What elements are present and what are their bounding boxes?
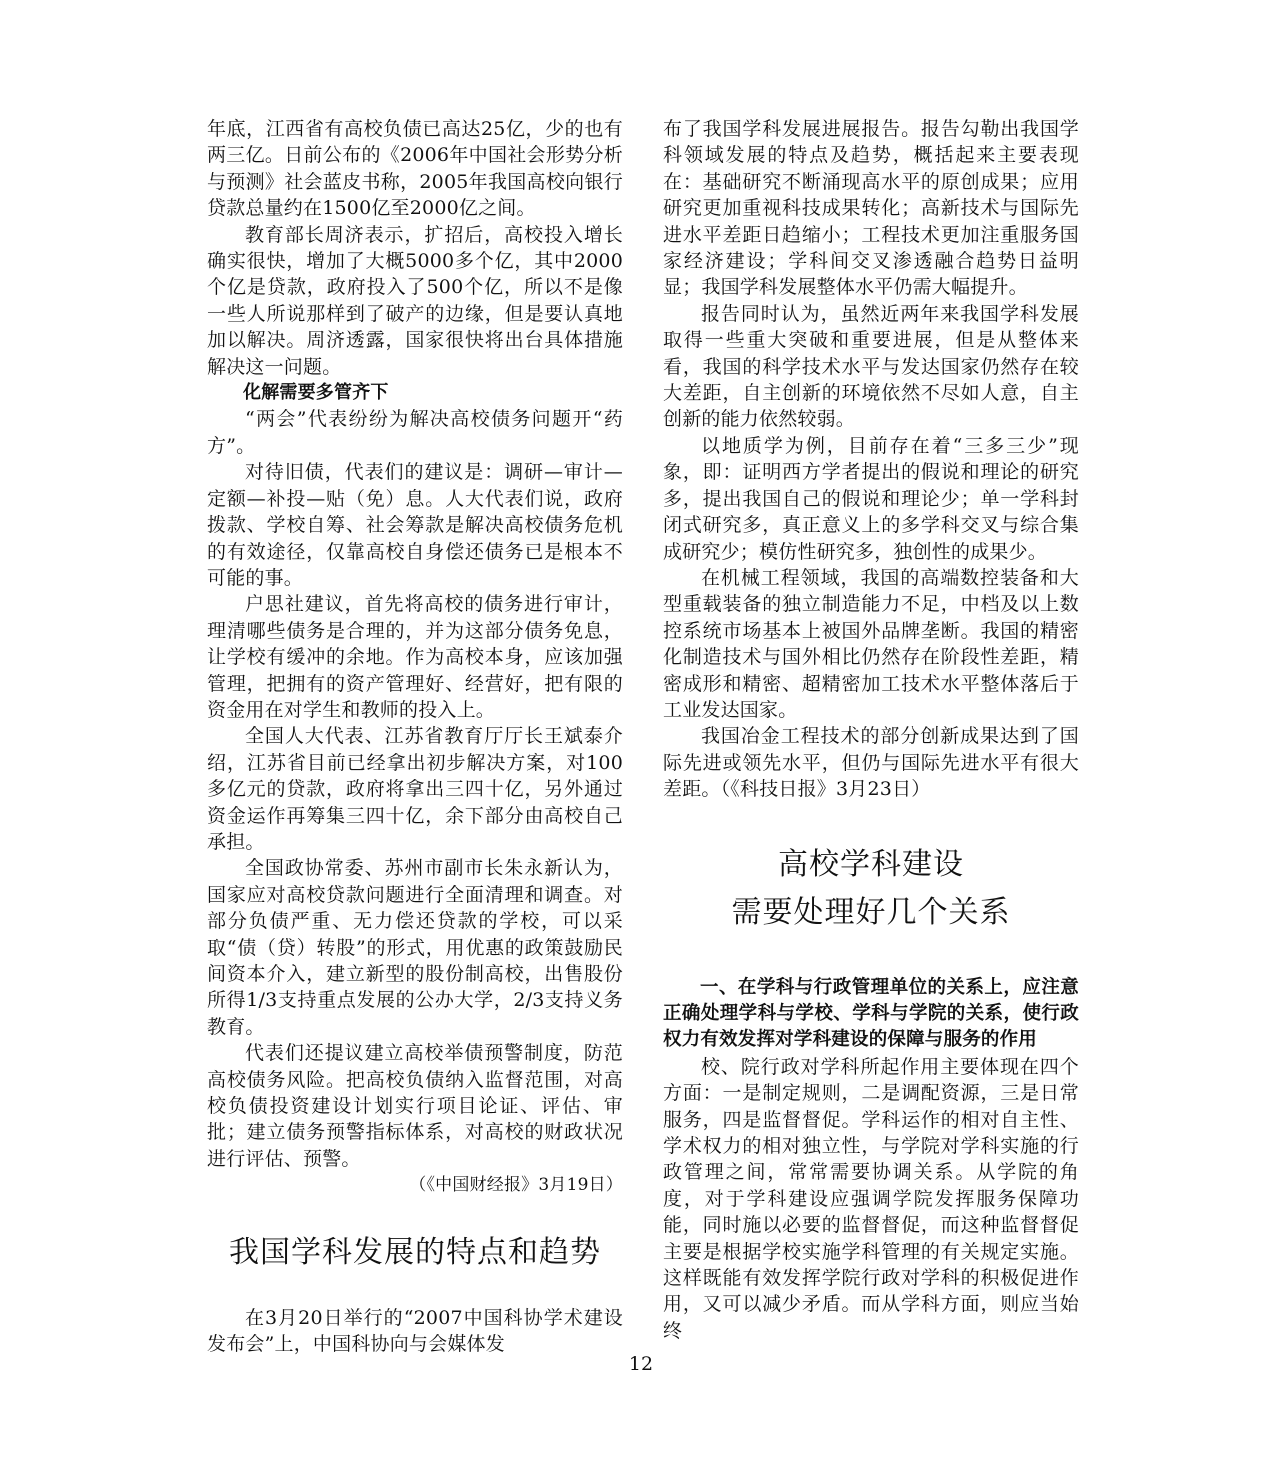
- paragraph: 在3月20日举行的“2007中国科协学术建设发布会”上，中国科协向与会媒体发: [207, 1306, 623, 1356]
- paragraph: 代表们还提议建立高校举债预警制度，防范高校债务风险。把高校负债纳入监督范围，对高校负债投资建设计划实行项目论证、评估、审批；建立债务预警指标体系，对高校的财政状况进行评估、预警。: [207, 1042, 623, 1170]
- paragraph: 全国人大代表、江苏省教育厅厅长王斌泰介绍，江苏省目前已经拿出初步解决方案，对100多亿元的贷款，政府将拿出三四十亿，另外通过资金运作再筹集三四十亿，余下部分由高校自己承担。: [207, 725, 623, 853]
- paragraph: 以地质学为例，目前存在着“三多三少”现象，即：证明西方学者提出的假说和理论的研究多，提出我国自己的假说和理论少；单一学科封闭式研究多，真正意义上的多学科交叉与综合集成研究少；模仿性研究多，独创性的成果少。: [663, 434, 1079, 563]
- paragraph: 对待旧债，代表们的建议是：调研—审计—定额—补投—贴（免）息。人大代表们说，政府拨款、学校自筹、社会筹款是解决高校债务危机的有效途径，仅靠高校自身偿还债务已是根本不可能的事。: [207, 461, 623, 589]
- section-subheading: 化解需要多管齐下: [243, 382, 389, 404]
- paragraph: 户思社建议，首先将高校的债务进行审计，理清哪些债务是合理的，并为这部分债务免息，让学校有缓冲的余地。作为高校本身，应该加强管理，把拥有的资产管理好、经营好，把有限的资金用在对学生和教师的投入上。: [207, 593, 623, 721]
- heading-line-2: 需要处理好几个关系: [731, 894, 1011, 930]
- right-column: [663, 116, 1079, 1344]
- paragraph: 报告同时认为，虽然近两年来我国学科发展取得一些重大突破和重要进展，但是从整体来看，我国的科学技术水平与发达国家仍然存在较大差距，自主创新的环境依然不尽如人意，自主创新的能力依然较弱。: [663, 302, 1079, 431]
- paragraph: 我国冶金工程技术的部分创新成果达到了国际先进或领先水平，但仍与国际先进水平有很大差距。（《科技日报》3月23日）: [663, 725, 1079, 801]
- paragraph: 在机械工程领域，我国的高端数控装备和大型重载装备的独立制造能力不足，中档及以上数控系统市场基本上被国外品牌垄断。我国的精密化制造技术与国外相比仍然存在阶段性差距，精密成形和精密、超精密加工技术水平整体落后于工业发达国家。: [663, 566, 1079, 721]
- left-column: [207, 116, 623, 1357]
- paragraph: 教育部长周济表示，扩招后，高校投入增长确实很快，增加了大概5000多个亿，其中2000个亿是贷款，政府投入了500个亿，所以不是像一些人所说那样到了破产的边缘，但是要认真地加以解决。周济透露，国家很快将出台具体措施解决这一问题。: [207, 223, 623, 378]
- source-citation: （《中国财经报》3月19日）: [409, 1175, 623, 1196]
- paragraph: 全国政协常委、苏州市副市长朱永新认为，国家应对高校贷款问题进行全面清理和调查。对部分负债严重、无力偿还贷款的学校，可以采取“债（贷）转股”的形式，用优惠的政策鼓励民间资本介入，建立新型的股份制高校，出售股份所得1/3支持重点发展的公办大学，2/3支持义务教育。: [207, 857, 623, 1038]
- bold-subheading: 一、在学科与行政管理单位的关系上，应注意正确处理学科与学校、学科与学院的关系，使行政权力有效发挥对学科建设的保障与服务的作用: [663, 976, 1079, 1051]
- paragraph: 校、院行政对学科所起作用主要体现在四个方面：一是制定规则，二是调配资源，三是日常服务，四是监督督促。学科运作的相对自主性、学术权力的相对独立性，与学院对学科实施的行政管理之间，常常需要协调关系。从学院的角度，对于学科建设应强调学院发挥服务保障功能，同时施以必要的监督督促，而这种监督督促主要是根据学校实施学科管理的有关规定实施。这样既能有效发挥学院行政对学科的积极促进作用，又可以减少矛盾。而从学科方面，则应当始终: [663, 1055, 1079, 1342]
- page-number: 12: [628, 1353, 654, 1375]
- heading-line-1: 高校学科建设: [778, 846, 964, 882]
- paragraph: 布了我国学科发展进展报告。报告勾勒出我国学科领域发展的特点及趋势，概括起来主要表现在：基础研究不断涌现高水平的原创成果；应用研究更加重视科技成果转化；高新技术与国际先进水平差距日趋缩小；工程技术更加注重服务国家经济建设；学科间交叉渗透融合趋势日益明显；我国学科发展整体水平仍需大幅提升。: [663, 118, 1079, 299]
- article-heading: [663, 841, 1079, 937]
- paragraph: 年底，江西省有高校负债已高达25亿，少的也有两三亿。日前公布的《2006年中国社会形势分析与预测》社会蓝皮书称，2005年我国高校向银行贷款总量约在1500亿至2000亿之间。: [207, 118, 623, 220]
- paragraph: “两会”代表纷纷为解决高校债务问题开“药方”。: [207, 408, 623, 457]
- article-heading: 我国学科发展的特点和趋势: [229, 1234, 601, 1270]
